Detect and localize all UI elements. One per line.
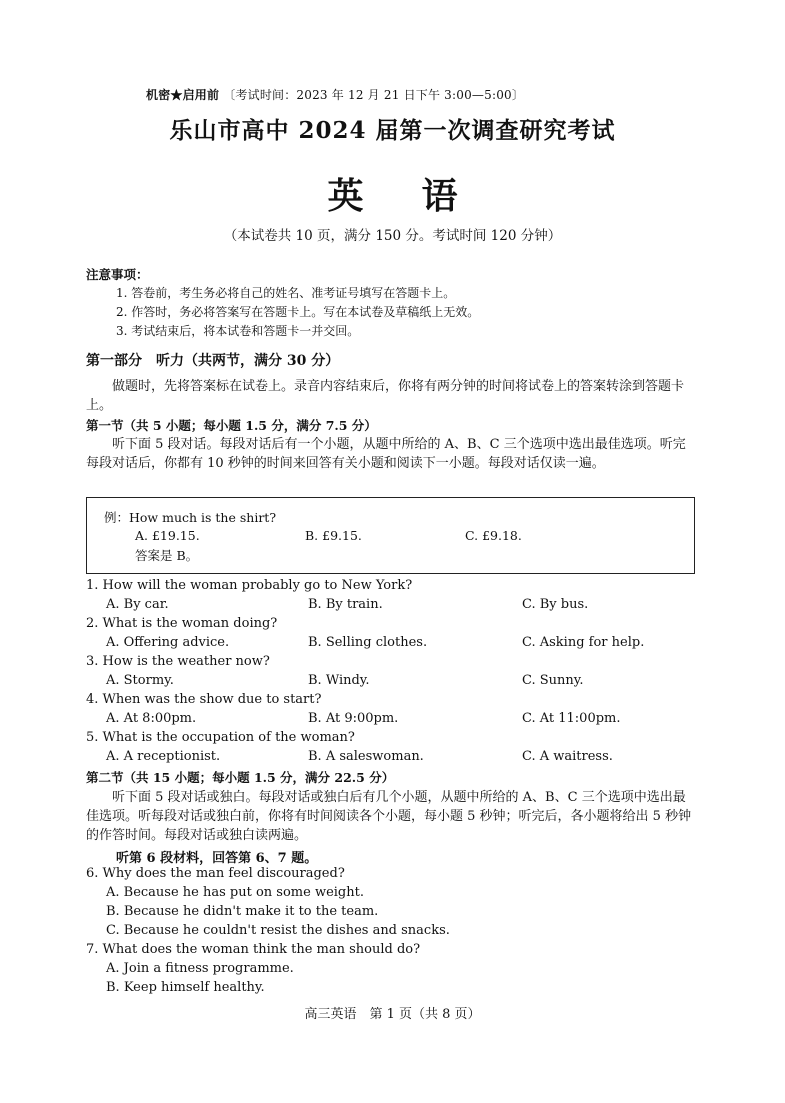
- question: 7. What does the woman think the man should do?: [86, 942, 421, 957]
- option: A. By car.: [106, 597, 169, 612]
- option: A. A receptionist.: [106, 749, 221, 764]
- option: B. Selling clothes.: [308, 635, 428, 650]
- question: 4. When was the show due to start?: [86, 692, 322, 707]
- exam-info: （本试卷共 10 页，满分 150 分。考试时间 120 分钟）: [223, 228, 562, 244]
- option: A. At 8:00pm.: [106, 711, 197, 726]
- notice-item: 1. 答卷前，考生务必将自己的姓名、准考证号填写在答题卡上。: [116, 286, 456, 300]
- exam-time: 〔考试时间：2023 年 12 月 21 日下午 3:00—5:00〕: [223, 88, 525, 102]
- option: A. Stormy.: [106, 673, 174, 688]
- option: C. Sunny.: [522, 673, 584, 688]
- page-footer: 高三英语 第 1 页（共 8 页）: [304, 1007, 481, 1022]
- option: B. A saleswoman.: [308, 749, 424, 764]
- option: A. Offering advice.: [106, 635, 230, 650]
- option: B. Because he didn't make it to the team.: [106, 904, 379, 919]
- part1-heading: 第一部分 听力（共两节，满分 30 分）: [86, 353, 340, 369]
- section1-instructions: 听下面 5 段对话。每段对话后有一个小题，从题中所给的 A、B、C 三个选项中选出最佳选项。听完每段对话后，你都有 10 秒钟的时间来回答有关小题和阅读下一小题。每段对话仅读一遍。: [86, 437, 686, 471]
- option: C. A waitress.: [522, 749, 613, 764]
- material-heading: 听第 6 段材料，回答第 6、7 题。: [116, 851, 318, 866]
- option: B. By train.: [308, 597, 383, 612]
- example-question: 例：How much is the shirt?: [104, 510, 277, 525]
- option: C. By bus.: [522, 597, 589, 612]
- option: B. At 9:00pm.: [308, 711, 399, 726]
- option: B. Windy.: [308, 673, 370, 688]
- part1-intro: 做题时，先将答案标在试卷上。录音内容结束后，你将有两分钟的时间将试卷上的答案转涂到答题卡上。: [86, 379, 685, 413]
- notice-item: 3. 考试结束后，将本试卷和答题卡一并交回。: [116, 324, 360, 338]
- option: A. Because he has put on some weight.: [106, 885, 364, 900]
- question: 6. Why does the man feel discouraged?: [86, 866, 345, 881]
- example-option: C. £9.18.: [465, 528, 522, 543]
- notice-heading: 注意事项：: [86, 267, 149, 282]
- example-option: A. £19.15.: [135, 528, 200, 543]
- section1-heading: 第一节（共 5 小题；每小题 1.5 分，满分 7.5 分）: [86, 418, 377, 433]
- example-box: [86, 497, 695, 574]
- subject-title: 英语: [327, 175, 516, 217]
- option: A. Join a fitness programme.: [106, 961, 294, 976]
- example-answer: 答案是 B。: [135, 548, 199, 563]
- option: C. Asking for help.: [522, 635, 645, 650]
- option: B. Keep himself healthy.: [106, 980, 265, 995]
- question: 3. How is the weather now?: [86, 654, 270, 669]
- option: C. Because he couldn't resist the dishes and snacks.: [106, 923, 450, 938]
- confidential-label: 机密★启用前: [146, 88, 220, 102]
- example-option: B. £9.15.: [305, 528, 362, 543]
- section2-instructions: 听下面 5 段对话或独白。每段对话或独白后有几个小题，从题中所给的 A、B、C 三个选项中选出最佳选项。听每段对话或独白前，你将有时间阅读各个小题，每小题 5 秒钟；听完后，各小题将给出 5 秒钟的作答时间。每段对话或独白读两遍。: [86, 790, 692, 843]
- question: 2. What is the woman doing?: [86, 616, 278, 631]
- section2-heading: 第二节（共 15 小题；每小题 1.5 分，满分 22.5 分）: [86, 770, 395, 785]
- option: C. At 11:00pm.: [522, 711, 621, 726]
- notice-item: 2. 作答时，务必将答案写在答题卡上。写在本试卷及草稿纸上无效。: [116, 305, 480, 319]
- exam-title: 乐山市高中 2024 届第一次调查研究考试: [169, 117, 616, 144]
- question: 1. How will the woman probably go to New York?: [86, 578, 413, 593]
- question: 5. What is the occupation of the woman?: [86, 730, 355, 745]
- exam-time-line: [146, 86, 524, 103]
